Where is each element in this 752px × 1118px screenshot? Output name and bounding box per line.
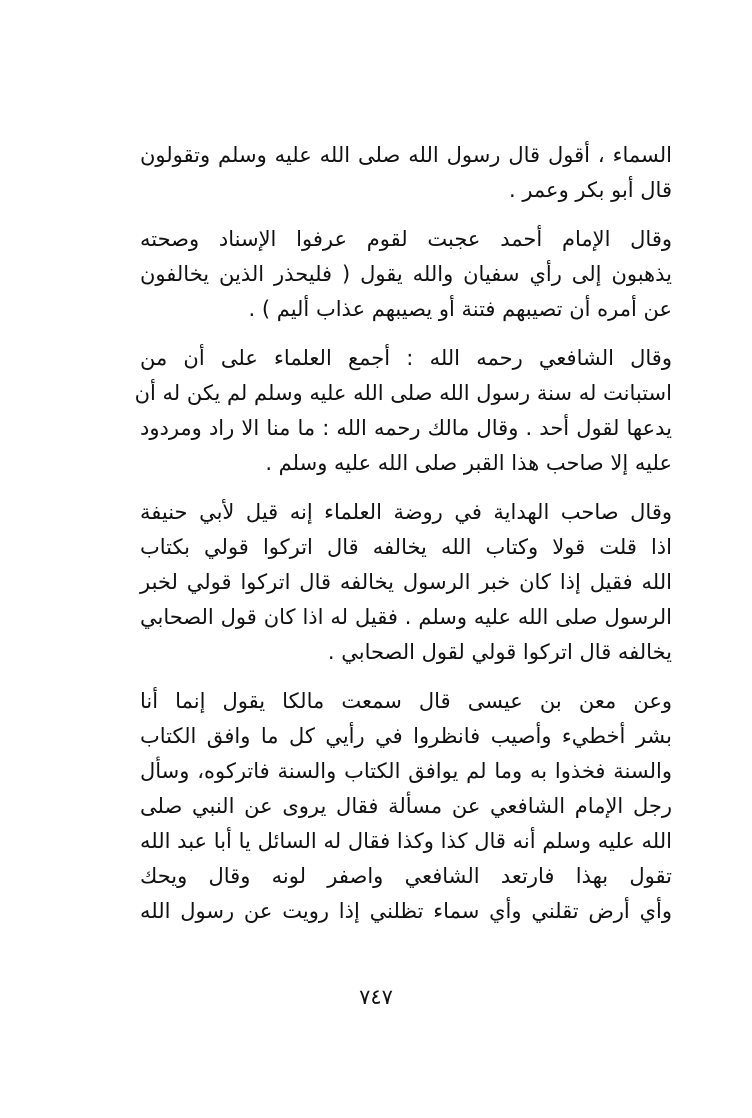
text-line: والسنة فخذوا به وما لم يوافق الكتاب والسنة فاتركوه، وسأل [140,759,672,783]
text-line: الله عليه وسلم أنه قال كذا وكذا فقال له السائل يا أبا عبد الله [140,829,672,853]
page-body [134,138,672,943]
paragraph-5 [140,684,672,929]
text-line: وأي أرض تقلني وأي سماء تظلني إذا رويت عن رسول الله [140,899,672,923]
text-line: الرسول صلى الله عليه وسلم . فقيل له اذا كان قول الصحابي [140,605,672,629]
text-line: بشر أخطيء وأصيب فانظروا في رأيي كل ما وافق الكتاب [140,724,672,748]
text-line: الله فقيل إذا كان خبر الرسول يخالفه قال اتركوا قولي لخبر [140,570,672,594]
paragraph-3 [134,341,672,481]
paragraph-4 [140,495,672,670]
text-line: يذهبون إلى رأي سفيان والله يقول ( فليحذر الذين يخالفون [140,262,672,286]
text-line: عليه إلا صاحب هذا القبر صلى الله عليه وسلم . [265,451,672,475]
text-line: يدعها لقول أحد . وقال مالك رحمه الله : ما منا الا راد ومردود [140,416,672,440]
text-line: يخالفه قال اتركوا قولي لقول الصحابي . [327,640,672,664]
text-line: استبانت له سنة رسول الله صلى الله عليه وسلم لم يكن له أن [134,381,672,405]
text-line: عن أمره أن تصيبهم فتنة أو يصيبهم عذاب أليم ) . [248,297,672,321]
paragraph-2 [140,222,672,327]
paragraph-1 [140,138,672,208]
text-line: رجل الإمام الشافعي عن مسألة فقال يروى عن النبي صلى [140,794,672,818]
text-line: وقال صاحب الهداية في روضة العلماء إنه قيل لأبي حنيفة [140,500,672,524]
text-line: اذا قلت قولا وكتاب الله يخالفه قال اتركوا قولي بكتاب [140,535,672,559]
text-line: تقول بهذا فارتعد الشافعي واصفر لونه وقال ويحك [140,864,672,888]
text-line: السماء ، أقول قال رسول الله صلى الله عليه وسلم وتقولون [140,143,672,167]
text-line: قال أبو بكر وعمر . [508,178,672,202]
text-line: وقال الإمام أحمد عجبت لقوم عرفوا الإسناد وصحته [140,227,672,251]
page-number: ٧٤٧ [359,985,393,1009]
text-line: وعن معن بن عيسى قال سمعت مالكا يقول إنما أنا [140,689,672,713]
text-line: وقال الشافعي رحمه الله : أجمع العلماء على أن من [140,346,672,370]
